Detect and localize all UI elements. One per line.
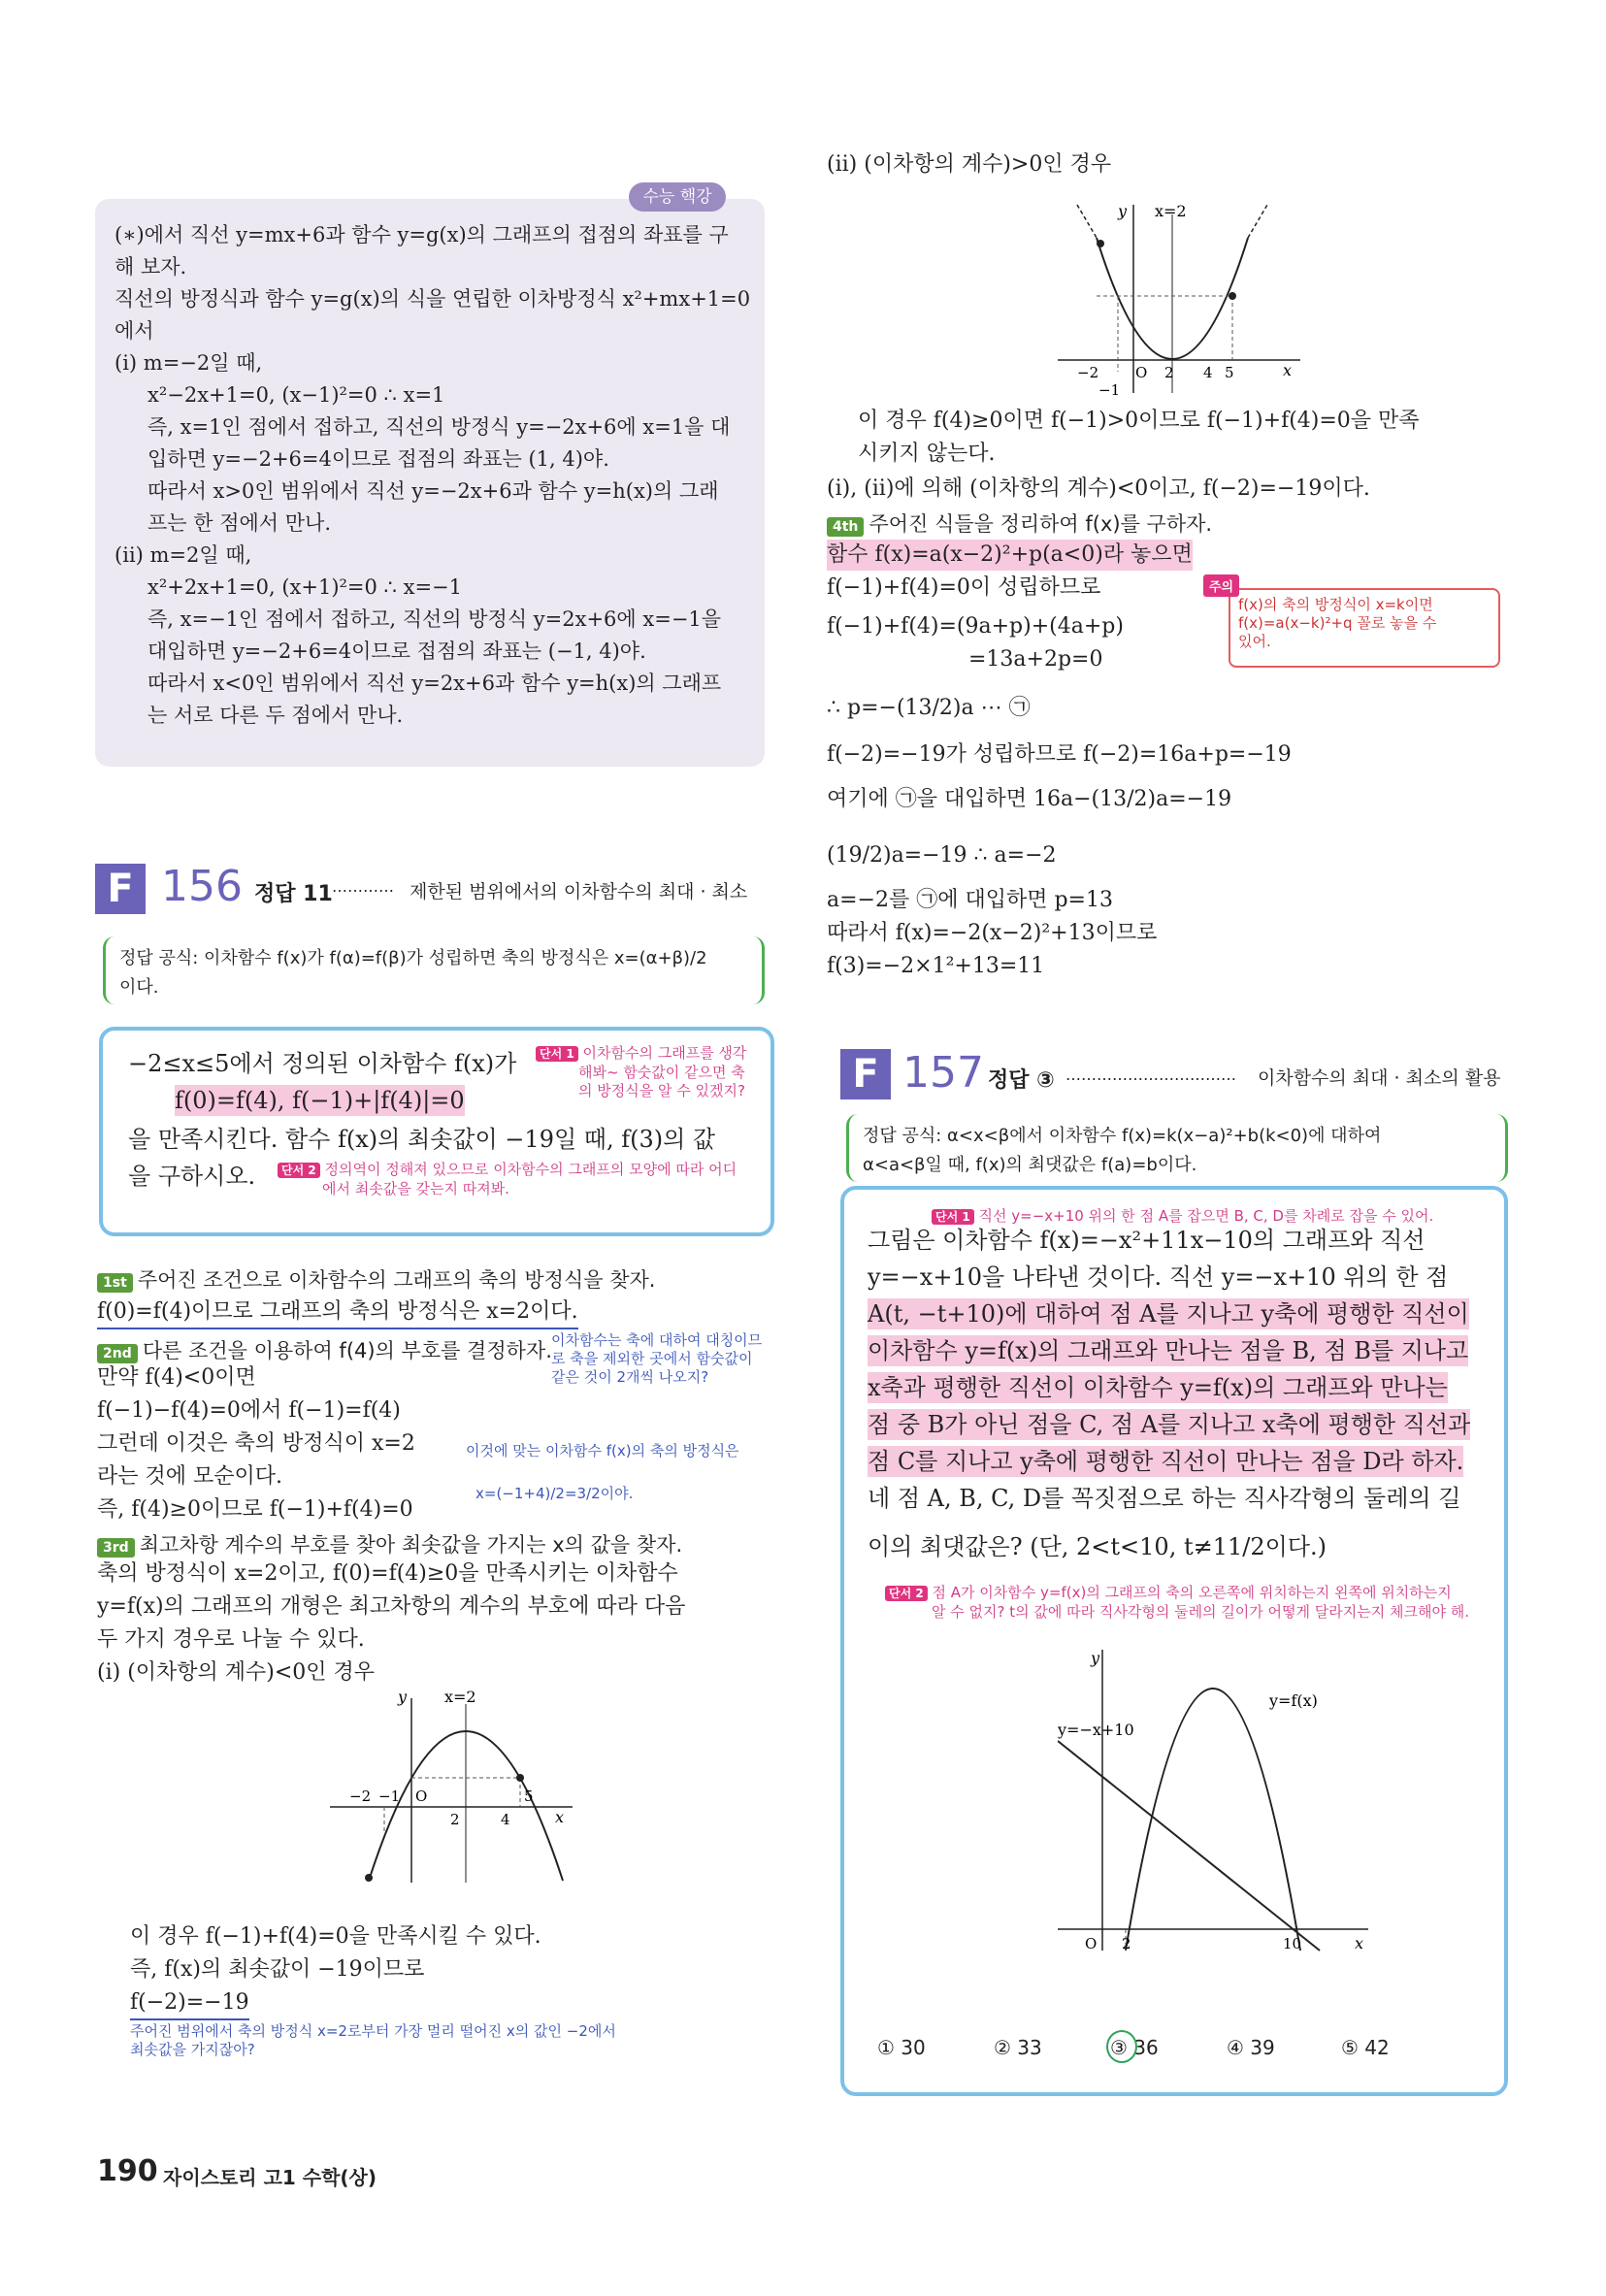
- hint-line: 직선 y=−x+10 위의 한 점 A를 잡으면 B, C, D를 차례로 잡을 수 있어.: [978, 1207, 1434, 1225]
- parabola-extension: [1248, 205, 1267, 238]
- problem-line: 점 중 B가 아닌 점을 C, 점 A를 지나고 x축에 평행한 직선과: [868, 1411, 1471, 1438]
- note-line: 같은 것이 2개씩 나오지?: [551, 1368, 709, 1386]
- sol-line: f(−2)=−19가 성립하므로 f(−2)=16a+p=−19: [827, 742, 1292, 767]
- hint-line: 의 방정식을 알 수 있겠지?: [578, 1082, 745, 1099]
- box-line: 입하면 y=−2+6=4이므로 접점의 좌표는 (1, 4)야.: [147, 447, 609, 471]
- hint-line: 정의역이 정해져 있으므로 이차함수의 그래프의 모양에 따라 어디: [324, 1161, 737, 1178]
- step-title: 주어진 식들을 정리하여 f(x)를 구하자.: [869, 512, 1213, 536]
- note-line: 로 축을 제외한 곳에서 함숫값이: [551, 1350, 753, 1367]
- sol-line: y=f(x)의 그래프의 개형은 최고차항의 계수의 부호에 따라 다음: [97, 1594, 686, 1619]
- problem-badge: F: [95, 864, 146, 914]
- sol-line: f(−1)+f(4)=(9a+p)+(4a+p): [827, 614, 1124, 639]
- step-tag: 2nd: [97, 1344, 138, 1363]
- tick: O: [415, 1788, 428, 1805]
- endpoint: [1097, 240, 1104, 247]
- choice-3[interactable]: ③ 36: [1110, 2036, 1159, 2059]
- graph-case-2: [1058, 199, 1310, 403]
- case-2-title: (ⅱ) (이차항의 계수)>0인 경우: [827, 152, 1112, 177]
- tick: 10: [1283, 1935, 1302, 1952]
- note-line: 이차함수는 축에 대하여 대칭이므: [551, 1331, 763, 1349]
- sol-line: 따라서 f(x)=−2(x−2)²+13이므로: [827, 921, 1158, 945]
- step-title: 최고차항 계수의 부호를 찾아 최솟값을 가지는 x의 값을 찾자.: [139, 1533, 683, 1557]
- sol-line: 라는 것에 모순이다.: [97, 1464, 282, 1489]
- note-line: 최솟값을 가지잖아?: [130, 2041, 255, 2058]
- sol-line: 이 경우 f(4)≥0이면 f(−1)>0이므로 f(−1)+f(4)=0을 만족: [858, 409, 1420, 433]
- box-line: x²−2x+1=0, (x−1)²=0 ∴ x=1: [147, 383, 445, 407]
- box-line: x²+2x+1=0, (x+1)²=0 ∴ x=−1: [147, 575, 462, 599]
- sol-line: f(−1)−f(4)=0에서 f(−1)=f(4): [97, 1398, 401, 1423]
- step-title: 주어진 조건으로 이차함수의 그래프의 축의 방정식을 찾자.: [137, 1268, 656, 1292]
- box-line: 직선의 방정식과 함수 y=g(x)의 식을 연립한 이차방정식 x²+mx+1=0: [115, 287, 751, 311]
- problem-line: x축과 평행한 직선이 이차함수 y=f(x)의 그래프와 만나는: [868, 1374, 1448, 1401]
- problem-line: 점 C를 지나고 y축에 평행한 직선이 만나는 점을 D라 하자.: [868, 1448, 1464, 1475]
- problem-number: 156: [161, 862, 243, 911]
- formula-line: 정답 공식: α<x<β에서 이차함수 f(x)=k(x−a)²+b(k<0)에 대하여: [863, 1126, 1382, 1146]
- sol-line: 함수 f(x)=a(x−2)²+p(a<0)라 놓으면: [827, 540, 1193, 571]
- case-1-note: [130, 2022, 616, 2059]
- sol-line: 그런데 이것은 축의 방정식이 x=2: [97, 1431, 415, 1456]
- step-title: 다른 조건을 이용하여 f(4)의 부호를 결정하자.: [142, 1339, 552, 1362]
- tick: −1: [1098, 381, 1121, 399]
- step-2-note2: 이것에 맞는 이차함수 f(x)의 축의 방정식은: [466, 1442, 739, 1460]
- hint-1: [536, 1044, 746, 1100]
- problem-line: 네 점 A, B, C, D를 꼭짓점으로 하는 직사각형의 둘레의 길: [868, 1485, 1461, 1512]
- box-line: 따라서 x<0인 범위에서 직선 y=2x+6과 함수 y=h(x)의 그래프: [147, 672, 722, 695]
- choice-4[interactable]: ④ 39: [1227, 2036, 1275, 2059]
- problem-badge: F: [840, 1049, 891, 1099]
- sol-line: f(−1)+f(4)=0이 성립하므로: [827, 575, 1101, 600]
- sol-line: 즉, f(x)의 최솟값이 −19이므로: [130, 1957, 425, 1982]
- problem-line: 그림은 이차함수 f(x)=−x²+11x−10의 그래프와 직선: [868, 1227, 1426, 1254]
- sol-line: 축의 방정식이 x=2이고, f(0)=f(4)≥0을 만족시키는 이차함수: [97, 1561, 678, 1586]
- endpoint: [365, 1874, 373, 1882]
- sol-line: 이 경우 f(−1)+f(4)=0을 만족시킬 수 있다.: [130, 1924, 541, 1949]
- problem-line: 이의 최댓값은? (단, 2<t<10, t≠11/2이다.): [868, 1533, 1327, 1560]
- y-label: y: [398, 1689, 408, 1706]
- box-line: 는 서로 다른 두 점에서 만나.: [147, 704, 404, 727]
- caution-line: f(x)=a(x−k)²+q 꼴로 놓을 수: [1238, 614, 1437, 632]
- problem-line: y=−x+10을 나타낸 것이다. 직선 y=−x+10 위의 한 점: [868, 1263, 1449, 1291]
- axis-label: x=2: [1155, 202, 1187, 220]
- box-line: (ⅱ) m=2일 때,: [115, 543, 252, 567]
- leader-dots: …………: [332, 877, 394, 896]
- tick: O: [1085, 1935, 1098, 1952]
- parabola: [1126, 1689, 1300, 1951]
- sol-line: 여기에 ㉠을 대입하면 16a−(13/2)a=−19: [827, 787, 1232, 811]
- graph-157: [1058, 1640, 1378, 1970]
- box-line: 따라서 x>0인 범위에서 직선 y=−2x+6과 함수 y=h(x)의 그래: [147, 479, 719, 503]
- sol-line: f(−2)=−19: [130, 1987, 249, 2020]
- tick: 5: [1225, 364, 1234, 381]
- answer-circle-mark: [1106, 2030, 1137, 2063]
- hint-2-tag: 단서 2: [885, 1586, 928, 1601]
- formula-box: [846, 1114, 1508, 1182]
- formula-line: 정답 공식: 이차함수 f(x)가 f(α)=f(β)가 성립하면 축의 방정식은 x=(α+β)/2: [119, 948, 707, 968]
- sol-line: f(3)=−2×1²+13=11: [827, 954, 1045, 978]
- problem-line: 을 만족시킨다. 함수 f(x)의 최솟값이 −19일 때, f(3)의 값: [128, 1126, 716, 1153]
- box-line: 대입하면 y=−2+6=4이므로 접점의 좌표는 (−1, 4)야.: [147, 640, 646, 663]
- sol-line: 시키지 않는다.: [858, 442, 996, 466]
- tick: −2: [1077, 364, 1099, 381]
- problem-number: 157: [902, 1048, 984, 1098]
- point: [516, 1774, 524, 1782]
- step-2-note: [551, 1331, 762, 1387]
- box-line: 프는 한 점에서 만나.: [147, 511, 331, 535]
- hint-2: [885, 1584, 1469, 1622]
- x-label: x: [1355, 1934, 1364, 1952]
- step-4: [827, 508, 1212, 538]
- formula-line: 이다.: [119, 977, 159, 998]
- problem-line: 을 구하시오.: [128, 1163, 256, 1190]
- sol-line: ∴ p=−(13/2)a ⋯ ㉠: [827, 696, 1031, 720]
- box-line: (ⅰ) m=−2일 때,: [115, 351, 263, 375]
- hint-2-tag: 단서 2: [278, 1163, 320, 1178]
- curve-label: y=f(x): [1269, 1691, 1318, 1710]
- choice-5[interactable]: ⑤ 42: [1341, 2036, 1390, 2059]
- note-line: 주어진 범위에서 축의 방정식 x=2로부터 가장 멀리 떨어진 x의 값인 −2에서: [130, 2022, 616, 2040]
- box-line: 즉, x=−1인 점에서 접하고, 직선의 방정식 y=2x+6에 x=−1을: [147, 607, 722, 631]
- step-tag: 3rd: [97, 1538, 135, 1558]
- formula-line: α<a<β일 때, f(x)의 최댓값은 f(a)=b이다.: [863, 1155, 1197, 1175]
- step-3: [97, 1529, 682, 1558]
- problem-line: 이차함수 y=f(x)의 그래프와 만나는 점을 B, 점 B를 지나고: [868, 1337, 1469, 1364]
- graph-case-1: [330, 1689, 582, 1912]
- caution-line: f(x)의 축의 방정식이 x=k이면: [1238, 596, 1433, 613]
- tick: 5: [524, 1788, 534, 1805]
- caution-tag: 주의: [1203, 574, 1239, 597]
- hint-line: 알 수 없지? t의 값에 따라 직사각형의 둘레의 길이가 어떻게 달라지는지 체크해야 해.: [932, 1603, 1470, 1621]
- tick: 4: [1203, 364, 1213, 381]
- tick: 2: [450, 1811, 460, 1828]
- problem-line: A(t, −t+10)에 대하여 점 A를 지나고 y축에 평행한 직선이: [868, 1300, 1469, 1328]
- step-2: [97, 1335, 552, 1364]
- x-label: x: [1283, 361, 1293, 379]
- problem-line: −2≤x≤5에서 정의된 이차함수 f(x)가: [128, 1050, 517, 1077]
- answer-label: 정답 11: [254, 882, 333, 906]
- sol-line: (ⅰ), (ⅱ)에 의해 (이차항의 계수)<0이고, f(−2)=−19이다.: [827, 476, 1370, 501]
- problem-line: f(0)=f(4), f(−1)+|f(4)|=0: [175, 1087, 465, 1114]
- hint-line: 이차함수의 그래프를 생각: [582, 1044, 747, 1062]
- tick: O: [1135, 364, 1148, 381]
- box-line: 즉, x=1인 점에서 접하고, 직선의 방정식 y=−2x+6에 x=1을 대: [147, 415, 731, 439]
- tick: 2: [1122, 1935, 1131, 1952]
- sol-line: =13a+2p=0: [968, 647, 1103, 672]
- step-1: [97, 1264, 655, 1294]
- answer-label: 정답 ③: [988, 1068, 1055, 1093]
- leader-dots: ……………………………: [1065, 1066, 1236, 1084]
- tick: −2: [349, 1788, 372, 1805]
- hint-line: 에서 최솟값을 갖는지 따져봐.: [322, 1180, 509, 1197]
- line-label: y=−x+10: [1058, 1721, 1134, 1739]
- problem-topic: 이차함수의 최대 · 최소의 활용: [1258, 1067, 1501, 1089]
- tick: 4: [501, 1811, 510, 1828]
- sol-line: 만약 f(4)<0이면: [97, 1365, 256, 1390]
- step-tag: 4th: [827, 517, 864, 537]
- sol-line: (ⅰ) (이차항의 계수)<0인 경우: [97, 1660, 376, 1685]
- x-label: x: [555, 1808, 565, 1826]
- sol-line: (19/2)a=−19 ∴ a=−2: [827, 843, 1057, 868]
- tick: 2: [1164, 364, 1174, 381]
- box-line: (∗)에서 직선 y=mx+6과 함수 y=g(x)의 그래프의 접점의 좌표를 구: [115, 223, 729, 246]
- point: [1229, 292, 1236, 300]
- hint-line: 점 A가 이차함수 y=f(x)의 그래프의 축의 오른쪽에 위치하는지 왼쪽에 위치하는지: [932, 1584, 1452, 1601]
- step-tag: 1st: [97, 1273, 133, 1293]
- sol-line: 두 가지 경우로 나눌 수 있다.: [97, 1627, 365, 1652]
- box-line: 에서: [115, 319, 154, 343]
- tick: −1: [378, 1788, 401, 1805]
- y-label: y: [1118, 202, 1128, 220]
- formula-box: [103, 936, 765, 1004]
- step-2-note3: x=(−1+4)/2=3/2이야.: [475, 1485, 634, 1502]
- hint-1-tag: 단서 1: [536, 1046, 578, 1062]
- caution-box: [1229, 588, 1500, 668]
- problem-topic: 제한된 범위에서의 이차함수의 최대 · 최소: [410, 881, 748, 902]
- caution-line: 있어.: [1238, 633, 1271, 650]
- step-1-line: f(0)=f(4)이므로 그래프의 축의 방정식은 x=2이다.: [97, 1296, 578, 1329]
- y-label: y: [1091, 1649, 1100, 1667]
- book-title: 자이스토리 고1 수학(상): [163, 2166, 377, 2189]
- suneung-tag: 수능 핵강: [629, 182, 726, 212]
- hint-2: [278, 1161, 737, 1198]
- sol-line: 즉, f(4)≥0이므로 f(−1)+f(4)=0: [97, 1497, 413, 1522]
- axis-label: x=2: [444, 1689, 476, 1706]
- choice-2[interactable]: ② 33: [994, 2036, 1042, 2059]
- hint-line: 해봐~ 함숫값이 같으면 축: [578, 1064, 745, 1081]
- choice-1[interactable]: ① 30: [877, 2036, 926, 2059]
- parabola-extension: [1077, 205, 1097, 238]
- hint-1-tag: 단서 1: [932, 1209, 974, 1225]
- box-line: 해 보자.: [115, 255, 187, 279]
- sol-line: a=−2를 ㉠에 대입하면 p=13: [827, 888, 1113, 912]
- page-number: 190: [97, 2154, 158, 2188]
- hint-1: [932, 1207, 1433, 1227]
